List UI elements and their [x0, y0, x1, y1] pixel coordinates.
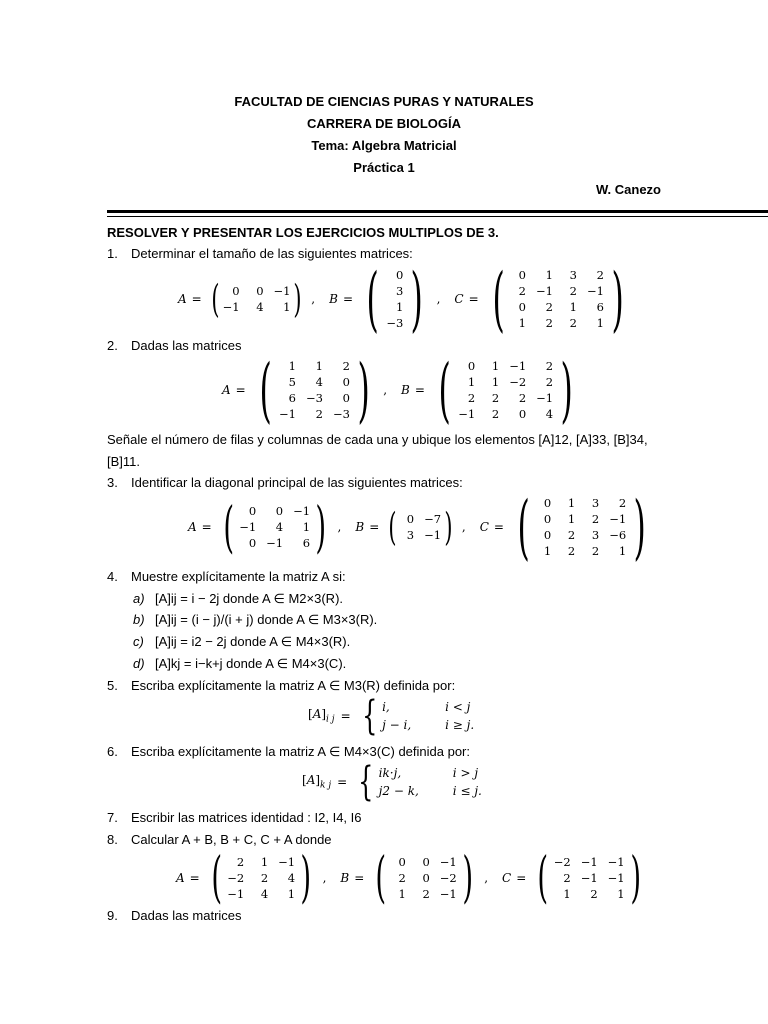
matrix-entry: −1: [536, 391, 554, 405]
ex1-matrix-a: [223, 284, 291, 314]
ex4-item-d: d) [A]kj = i−k+j donde A ∈ M4×3(C).: [133, 656, 347, 671]
matrix-entry: −1: [439, 854, 457, 869]
matrix-entry: 2: [591, 544, 600, 558]
matrix-entry: −1: [509, 359, 527, 373]
matrix-entry: −2: [509, 375, 527, 389]
matrix-entry: −1: [458, 407, 476, 421]
divider-thick: [107, 210, 768, 213]
matrix-entry: −1: [580, 854, 598, 869]
ex9-text: Dadas las matrices: [131, 908, 242, 923]
matrix-entry: −1: [273, 284, 291, 298]
matrix-entry: 1: [283, 300, 291, 314]
ex4-number: 4.: [107, 569, 118, 584]
ex3-number: 3.: [107, 475, 118, 490]
matrix-entry: 4: [260, 886, 269, 901]
ex9-number: 9.: [107, 908, 118, 923]
divider-thin: [107, 216, 768, 217]
header-line-3: Tema: Algebra Matricial: [311, 138, 457, 153]
matrix-entry: −1: [586, 284, 604, 298]
ex8-text: Calcular A + B, B + C, C + A donde: [131, 832, 332, 847]
matrix-entry: 2: [596, 268, 604, 282]
matrix-entry: 2: [590, 886, 598, 901]
matrix-entry: 1: [467, 375, 476, 389]
matrix-entry: 0: [406, 512, 415, 526]
matrix-entry: 2: [491, 391, 500, 405]
matrix-entry: −2: [553, 854, 571, 869]
matrix-entry: 3: [591, 496, 600, 510]
matrix-entry: 4: [256, 300, 264, 314]
ex1-text: Determinar el tamaño de las siguientes matrices:: [131, 246, 413, 261]
ex5-number: 5.: [107, 678, 118, 693]
matrix-entry: 0: [422, 854, 430, 869]
instruction: RESOLVER Y PRESENTAR LOS EJERCICIOS MULTIPLOS DE 3.: [107, 225, 499, 240]
matrix-entry: −1: [222, 300, 240, 314]
matrix-entry: 0: [395, 268, 404, 282]
matrix-entry: −1: [535, 284, 553, 298]
matrix-entry: −1: [439, 886, 457, 901]
matrix-entry: 0: [543, 528, 552, 542]
matrix-entry: 2: [342, 359, 350, 373]
matrix-entry: 0: [543, 496, 552, 510]
matrix-entry: 4: [545, 407, 554, 421]
ex5-text: Escriba explícitamente la matriz A ∈ M3(R) definida por:: [131, 678, 456, 693]
ex2-matrix-a: [279, 359, 350, 421]
matrix-entry: 6: [288, 391, 296, 405]
ex8-matrix-b: [392, 855, 457, 901]
matrix-entry: 0: [398, 854, 406, 869]
matrix-entry: 6: [302, 536, 311, 550]
matrix-entry: 1: [596, 316, 604, 330]
ex4-item-c: c) [A]ij = i2 − 2j donde A ∈ M4×3(R).: [133, 634, 351, 649]
matrix-entry: 2: [518, 391, 527, 405]
matrix-entry: −1: [278, 854, 296, 869]
matrix-entry: 2: [467, 391, 476, 405]
matrix-entry: −3: [332, 407, 350, 421]
matrix-entry: 1: [491, 359, 500, 373]
matrix-entry: 2: [518, 284, 526, 298]
matrix-entry: −1: [607, 870, 625, 885]
matrix-entry: 0: [543, 512, 552, 526]
matrix-entry: 0: [518, 268, 526, 282]
matrix-entry: −3: [386, 316, 404, 330]
ex1-number: 1.: [107, 246, 118, 261]
ex8-matrix-a: [227, 855, 295, 901]
matrix-entry: 2: [398, 870, 406, 885]
matrix-entry: 2: [545, 359, 554, 373]
matrix-entry: −1: [580, 870, 598, 885]
matrix-entry: 1: [398, 886, 406, 901]
ex2-matrices: A = ( 1 1 2 5 4 0 6 −3 0 −1 2 −3 ) , B = ( 0 1 −1 2 1 1 −2 2 2 2 2 −1 −1 2 0 4 ): [222, 349, 573, 431]
matrix-entry: 2: [545, 300, 553, 314]
ex7-text: Escribir las matrices identidad : I2, I4, I6: [131, 810, 362, 825]
matrix-entry: 4: [315, 375, 323, 389]
ex3-text: Identificar la diagonal principal de las siguientes matrices:: [131, 475, 463, 490]
matrix-entry: 2: [260, 870, 269, 885]
ex1-matrix-b: [386, 268, 403, 330]
matrix-entry: 4: [287, 870, 296, 885]
matrix-entry: 4: [275, 520, 284, 534]
matrix-entry: 2: [569, 284, 577, 298]
ex3-matrix-b: [400, 512, 441, 542]
ex5-definition: $[A]_{i j}$ = { i, i < j j − i, i ≥ j.: [308, 693, 475, 739]
matrix-entry: 1: [545, 268, 553, 282]
matrix-entry: 3: [569, 268, 577, 282]
matrix-entry: 2: [422, 886, 430, 901]
matrix-entry: 1: [567, 512, 576, 526]
matrix-entry: 2: [236, 854, 245, 869]
matrix-entry: 0: [256, 284, 264, 298]
matrix-entry: 2: [545, 316, 553, 330]
matrix-entry: 1: [617, 886, 625, 901]
matrix-entry: 0: [248, 504, 257, 518]
matrix-entry: −1: [424, 528, 442, 542]
matrix-entry: 2: [315, 407, 323, 421]
matrix-entry: −1: [239, 520, 257, 534]
matrix-entry: 1: [287, 886, 296, 901]
matrix-entry: 2: [569, 316, 577, 330]
ex5-case2-value: j − i,: [382, 718, 412, 732]
matrix-entry: 2: [491, 407, 500, 421]
ex2-after-line-2: [B]11.: [107, 454, 141, 469]
matrix-entry: 1: [315, 359, 323, 373]
matrix-entry: 2: [563, 870, 571, 885]
ex3-matrices: A = ( 0 0 −1 −1 4 1 0 −1 6 ) , B = ( 0 −7 3 −1 ) , C = ( 0 1 3 2 0 1 2 −1 0 2 3 −6 1 2 2 1 ): [188, 486, 647, 568]
ex5-case1-value: i,: [382, 700, 390, 714]
matrix-entry: 3: [406, 528, 415, 542]
matrix-entry: 0: [342, 391, 350, 405]
matrix-entry: 6: [596, 300, 604, 314]
matrix-entry: 5: [288, 375, 296, 389]
ex3-matrix-c: [537, 496, 626, 558]
header-line-1: FACULTAD DE CIENCIAS PURAS Y NATURALES: [234, 94, 534, 109]
ex8-matrices: A = ( 2 1 −1 −2 2 4 −1 4 1 ) , B = ( 0 0 −1 2 0 −2 1 2 −1 ) , C = ( −2 −1 −1 2 −1 −1 1 2 1 ): [176, 845, 641, 909]
ex6-case2-condition: i ≤ j.: [452, 784, 482, 798]
author: W. Canezo: [595, 182, 661, 197]
matrix-entry: 0: [422, 870, 430, 885]
ex2-text: Dadas las matrices: [131, 338, 242, 353]
matrix-entry: 1: [563, 886, 571, 901]
header-line-2: CARRERA DE BIOLOGÍA: [306, 116, 462, 131]
matrix-entry: 2: [545, 375, 554, 389]
ex6-case2-value: j2 − k,: [378, 784, 419, 798]
matrix-entry: 1: [618, 544, 627, 558]
matrix-entry: 0: [232, 284, 240, 298]
matrix-entry: 2: [591, 512, 600, 526]
matrix-entry: −7: [424, 512, 442, 526]
ex4-text: Muestre explícitamente la matriz A si:: [131, 569, 346, 584]
matrix-entry: 1: [302, 520, 311, 534]
matrix-entry: −1: [293, 504, 311, 518]
ex8-number: 8.: [107, 832, 118, 847]
matrix-entry: 1: [491, 375, 500, 389]
matrix-entry: 0: [467, 359, 476, 373]
header-line-4: Práctica 1: [353, 160, 415, 175]
ex8-matrix-c: [554, 855, 625, 901]
matrix-entry: −1: [609, 512, 627, 526]
matrix-entry: 1: [569, 300, 577, 314]
matrix-entry: 0: [248, 536, 257, 550]
ex7-number: 7.: [107, 810, 118, 825]
ex4-item-b: b) [A]ij = (i − j)/(i + j) donde A ∈ M3×3(R).: [133, 612, 378, 627]
ex3-matrix-a: [239, 504, 310, 550]
matrix-entry: 1: [288, 359, 296, 373]
matrix-entry: 1: [543, 544, 552, 558]
ex1-matrix-c: [512, 268, 604, 330]
matrix-entry: 1: [260, 854, 269, 869]
matrix-entry: −6: [609, 528, 627, 542]
matrix-entry: 1: [395, 300, 404, 314]
matrix-entry: 0: [275, 504, 284, 518]
matrix-entry: 0: [518, 300, 526, 314]
ex5-case2-condition: i ≥ j.: [445, 718, 475, 732]
ex4-item-a: a) [A]ij = i − 2j donde A ∈ M2×3(R).: [133, 591, 344, 606]
matrix-entry: −2: [439, 870, 457, 885]
matrix-entry: −1: [607, 854, 625, 869]
matrix-entry: −3: [306, 391, 323, 405]
ex2-after-line-1: Señale el número de filas y columnas de cada una y ubique los elementos [A]12, [A]33, [B]34,: [107, 432, 648, 447]
matrix-entry: −1: [279, 407, 296, 421]
matrix-entry: 1: [518, 316, 526, 330]
ex2-matrix-b: [458, 359, 553, 421]
matrix-entry: −2: [227, 870, 245, 885]
ex6-case1-condition: i > j: [452, 766, 479, 780]
matrix-entry: 0: [342, 375, 350, 389]
matrix-entry: 1: [567, 496, 576, 510]
ex6-number: 6.: [107, 744, 118, 759]
matrix-entry: −1: [266, 536, 284, 550]
ex6-definition: $[A]_{k j}$ = { ik·j, i > j j2 − k, i ≤ j.: [302, 759, 482, 805]
matrix-entry: 3: [591, 528, 600, 542]
ex6-case1-value: ik·j,: [378, 766, 402, 780]
ex5-case1-condition: i < j: [445, 700, 471, 714]
matrix-entry: 2: [618, 496, 627, 510]
matrix-entry: 2: [567, 544, 576, 558]
ex6-text: Escriba explícitamente la matriz A ∈ M4×3(C) definida por:: [131, 744, 470, 759]
matrix-entry: 0: [518, 407, 527, 421]
ex2-number: 2.: [107, 338, 118, 353]
matrix-entry: 3: [395, 284, 404, 298]
matrix-entry: 2: [567, 528, 576, 542]
matrix-entry: −1: [227, 886, 245, 901]
ex1-matrices: A = ( 0 0 −1 −1 4 1 ) , B = ( 0 3 1 −3 ) , C = ( 0 1 3 2 2 −1 2 −1 0 2 1 6 1 2 2 1 ): [178, 258, 624, 340]
